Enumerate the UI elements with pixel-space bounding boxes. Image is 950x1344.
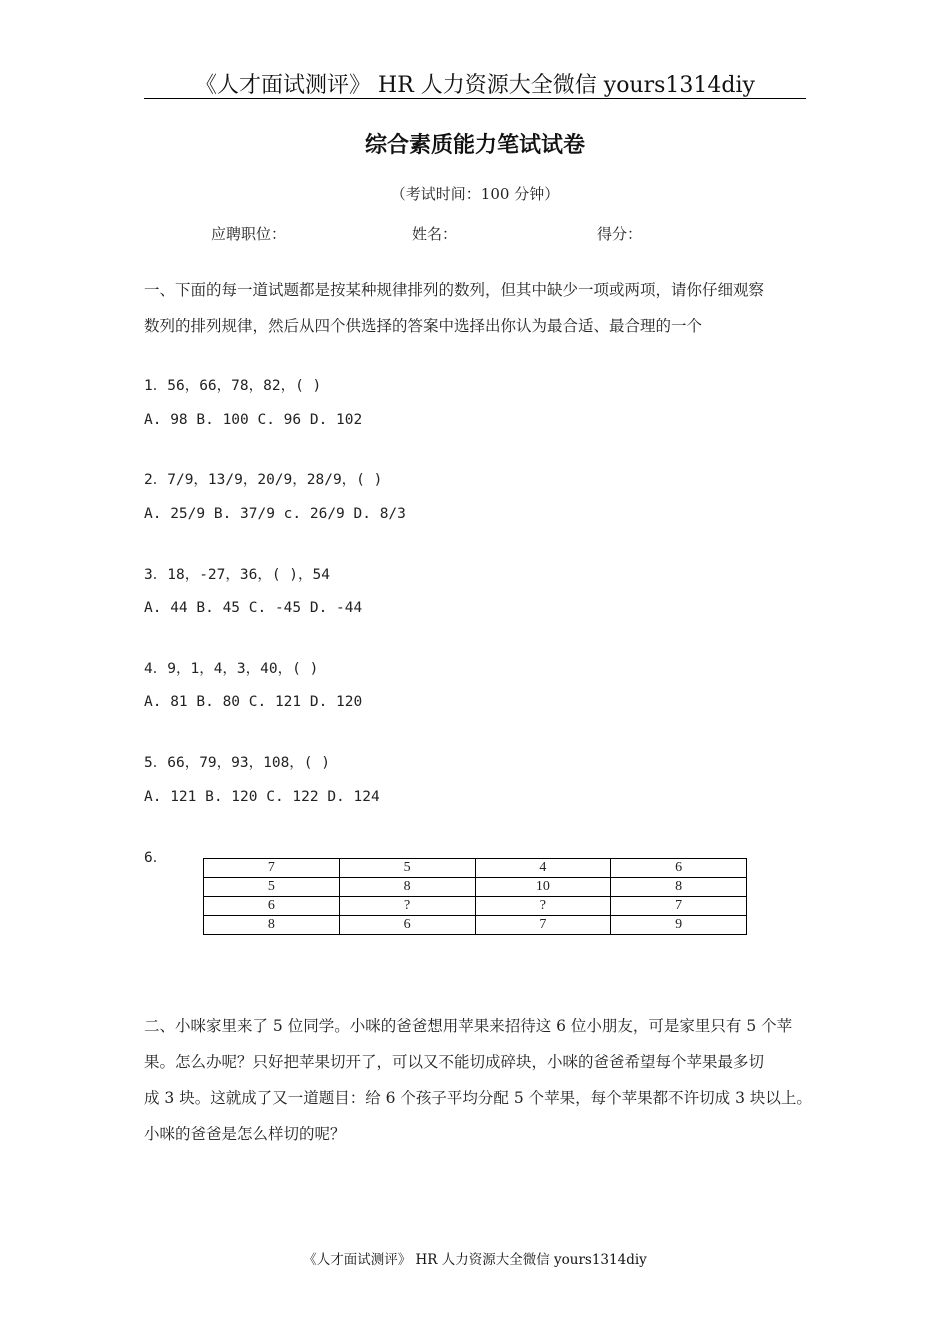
- table-cell: 8: [339, 878, 475, 897]
- section2-line4: 小咪的爸爸是怎么样切的呢？: [144, 1125, 346, 1143]
- exam-duration: （考试时间：100 分钟）: [390, 185, 560, 203]
- question-6-table: [203, 858, 747, 935]
- table-cell: ?: [475, 897, 611, 916]
- table-cell: 6: [339, 916, 475, 935]
- table-cell: 10: [475, 878, 611, 897]
- question-1: 1．56，66，78，82，( ): [144, 378, 322, 394]
- question-3: 3．18，-27，36，( )，54: [144, 567, 330, 583]
- page-header: 《人才面试测评》 HR 人力资源大全微信 yours1314diy: [195, 73, 755, 98]
- section2-line3: 成 3 块。这就成了又一道题目：给 6 个孩子平均分配 5 个苹果，每个苹果都不许切成 3 块以上。: [144, 1089, 812, 1107]
- table-cell: 6: [611, 859, 747, 878]
- table-cell: ?: [339, 897, 475, 916]
- table-cell: 8: [204, 916, 340, 935]
- table-cell: 5: [339, 859, 475, 878]
- table-row: [204, 916, 747, 935]
- table-row: [204, 878, 747, 897]
- table-row: [204, 859, 747, 878]
- question-1-options: A. 98 B. 100 C. 96 D. 102: [144, 412, 363, 428]
- section1-instruction-line1: 一、下面的每一道试题都是按某种规律排列的数列，但其中缺少一项或两项，请你仔细观察: [144, 281, 765, 299]
- header-rule: [144, 98, 806, 99]
- name-field-label: 姓名：: [412, 225, 458, 243]
- table-cell: 9: [611, 916, 747, 935]
- question-5-options: A. 121 B. 120 C. 122 D. 124: [144, 789, 380, 805]
- section2-line2: 果。怎么办呢？只好把苹果切开了，可以又不能切成碎块，小咪的爸爸希望每个苹果最多切: [144, 1053, 765, 1071]
- question-6-label: 6．: [144, 850, 168, 866]
- table-cell: 5: [204, 878, 340, 897]
- position-field-label: 应聘职位：: [211, 225, 287, 243]
- exam-title: 综合素质能力笔试试卷: [364, 132, 585, 158]
- table-cell: 7: [611, 897, 747, 916]
- page-footer: 《人才面试测评》 HR 人力资源大全微信 yours1314diy: [303, 1252, 647, 1268]
- question-3-options: A. 44 B. 45 C. -45 D. -44: [144, 600, 363, 616]
- table-cell: 7: [204, 859, 340, 878]
- question-2-options: A. 25/9 B. 37/9 c. 26/9 D. 8/3: [144, 506, 406, 522]
- section1-instruction-line2: 数列的排列规律，然后从四个供选择的答案中选择出你认为最合适、最合理的一个: [144, 317, 703, 335]
- section2-line1: 二、小咪家里来了 5 位同学。小咪的爸爸想用苹果来招待这 6 位小朋友，可是家里只有 5 个苹: [144, 1017, 793, 1035]
- question-4-options: A. 81 B. 80 C. 121 D. 120: [144, 694, 363, 710]
- question-4: 4．9，1，4，3，40，( ): [144, 661, 319, 677]
- question-2: 2．7/9，13/9，20/9，28/9，( ): [144, 472, 383, 488]
- question-5: 5．66，79，93，108，( ): [144, 755, 330, 771]
- table-cell: 7: [475, 916, 611, 935]
- table-cell: 4: [475, 859, 611, 878]
- table-cell: 6: [204, 897, 340, 916]
- table-row: [204, 897, 747, 916]
- table-cell: 8: [611, 878, 747, 897]
- score-field-label: 得分：: [597, 225, 643, 243]
